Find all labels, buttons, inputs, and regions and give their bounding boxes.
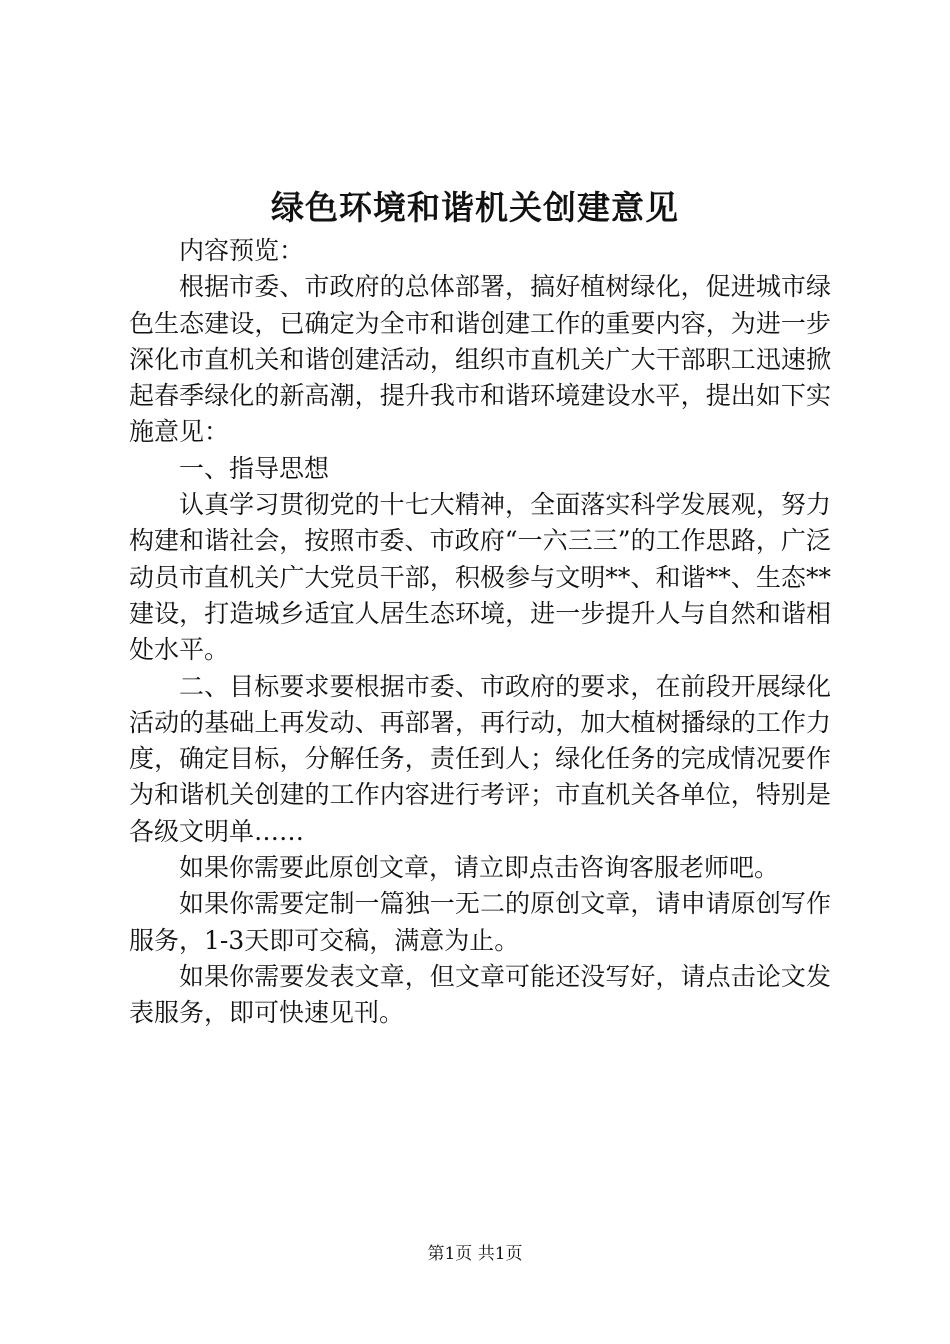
objectives-paragraph: 二、目标要求要根据市委、市政府的要求，在前段开展绿化活动的基础上再发动、再部署，再行动，加大植树播绿的工作力度，确定目标，分解任务，责任到人；绿化任务的完成情况要作为和谐机关创建的工作内容进行考评；市直机关各单位，特别是各级文明单…… (129, 671, 831, 846)
intro-paragraph: 根据市委、市政府的总体部署，搞好植树绿化，促进城市绿色生态建设，已确定为全市和谐创建工作的重要内容，为进一步深化市直机关和谐创建活动，组织市直机关广大干部职工迅速掀起春季绿化的新高潮，提升我市和谐环境建设水平，提出如下实施意见： (129, 272, 831, 447)
document-title: 绿色环境和谐机关创建意见 (271, 188, 679, 227)
section-heading-guiding-ideology: 一、指导思想 (179, 453, 330, 483)
page-number-footer: 第1页 共1页 (427, 1244, 523, 1264)
contact-service-link[interactable]: 如果你需要此原创文章，请立即点击咨询客服老师吧。 (179, 853, 780, 883)
document-body (129, 233, 831, 1032)
preview-label: 内容预览： (179, 236, 305, 265)
guiding-ideology-paragraph: 认真学习贯彻党的十七大精神，全面落实科学发展观，努力构建和谐社会，按照市委、市政府“一六三三”的工作思路，广泛动员市直机关广大党员干部，积极参与文明**、和谐**、生态**建设，打造城乡适宜人居生态环境，进一步提升人与自然和谐相处水平。 (129, 490, 831, 665)
publication-service-link[interactable]: 如果你需要发表文章，但文章可能还没写好，请点击论文发表服务，即可快速见刊。 (129, 961, 831, 1028)
custom-writing-service-link[interactable]: 如果你需要定制一篇独一无二的原创文章，请申请原创写作服务，1-3天即可交稿，满意为止。 (129, 889, 831, 955)
